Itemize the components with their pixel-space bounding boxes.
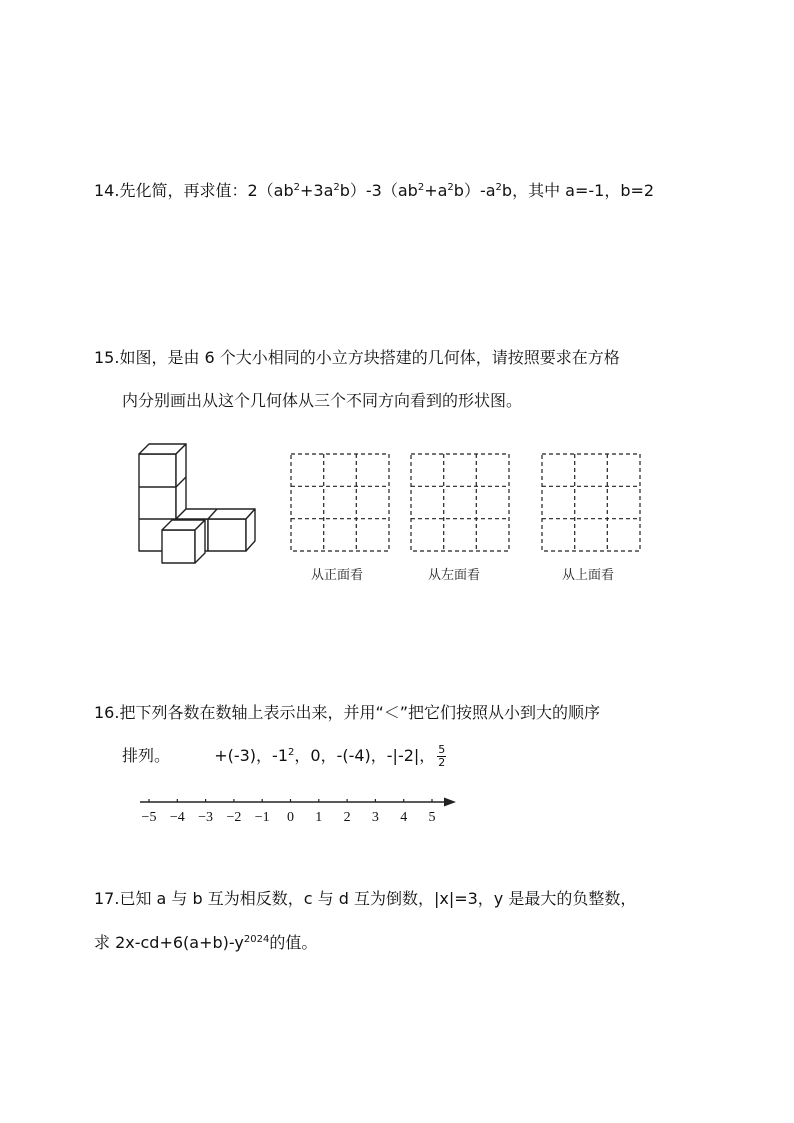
question-number: 16.	[94, 703, 120, 722]
question-17	[94, 888, 636, 910]
question-number: 17.	[94, 889, 120, 908]
number-line[interactable]	[138, 790, 468, 826]
question-text: +3a	[299, 181, 334, 200]
question-text: 如图，是由 6 个大小相同的小立方块搭建的几何体，请按照要求在方格	[119, 348, 620, 367]
exponent: 2024	[243, 934, 270, 945]
number-list: ，0，-(-4)，-|-2|，	[294, 746, 436, 765]
number-list: +(-3)，-1	[214, 746, 289, 765]
number-line-label: 2	[343, 810, 351, 825]
grid-top-view[interactable]	[541, 453, 641, 553]
number-line-label: 0	[287, 810, 294, 825]
fraction	[437, 744, 446, 769]
number-line-label: 3	[371, 810, 379, 825]
caption-front-view: 从正面看	[311, 568, 364, 583]
question-16-line2	[122, 744, 446, 770]
number-line-label: −5	[141, 810, 157, 825]
question-17-line2	[94, 932, 317, 957]
number-line-label: −1	[254, 810, 270, 825]
question-text: b）-a	[453, 181, 496, 200]
exponent: 2	[495, 182, 502, 193]
number-line-label: 1	[315, 810, 323, 825]
caption-top-view: 从上面看	[562, 568, 615, 583]
cube-solid-figure	[136, 442, 260, 568]
number-line-label: −4	[169, 810, 185, 825]
question-text: 先化简，再求值：2（ab	[119, 181, 294, 200]
exponent: 2	[293, 182, 300, 193]
question-14	[94, 180, 654, 205]
fraction-denominator: 2	[438, 756, 446, 769]
question-text: +a	[424, 181, 448, 200]
question-number: 14.	[94, 181, 120, 200]
question-16	[94, 702, 600, 724]
question-text: 求 2x-cd+6(a+b)-y	[94, 933, 244, 952]
grid-left-view[interactable]	[410, 453, 510, 553]
question-15-line2	[122, 390, 522, 412]
exponent: 2	[333, 182, 340, 193]
exponent: 2	[288, 747, 295, 758]
exponent: 2	[417, 182, 425, 193]
grid-front-view[interactable]	[290, 453, 390, 553]
question-15	[94, 347, 620, 369]
question-text: 把下列各数在数轴上表示出来，并用“＜”把它们按照从小到大的顺序	[119, 703, 601, 722]
number-line-label: 4	[400, 810, 408, 825]
fraction-numerator: 5	[438, 743, 446, 756]
question-text: 排列。	[122, 746, 171, 765]
question-text: b，其中 a=-1，b=2	[501, 181, 655, 200]
exponent: 2	[447, 182, 454, 193]
number-line-label: −3	[198, 810, 214, 825]
number-line-label: −2	[226, 810, 242, 825]
question-text: b）-3（ab	[339, 181, 418, 200]
caption-left-view: 从左面看	[428, 568, 481, 583]
question-text: 内分别画出从这个几何体从三个不同方向看到的形状图。	[122, 391, 523, 410]
question-text: 的值。	[269, 933, 318, 952]
arrow-icon	[444, 798, 456, 807]
question-number: 15.	[94, 348, 120, 367]
number-line-label: 5	[428, 810, 436, 825]
question-text: 已知 a 与 b 互为相反数，c 与 d 互为倒数，|x|=3，y 是最大的负整数，	[119, 889, 637, 908]
